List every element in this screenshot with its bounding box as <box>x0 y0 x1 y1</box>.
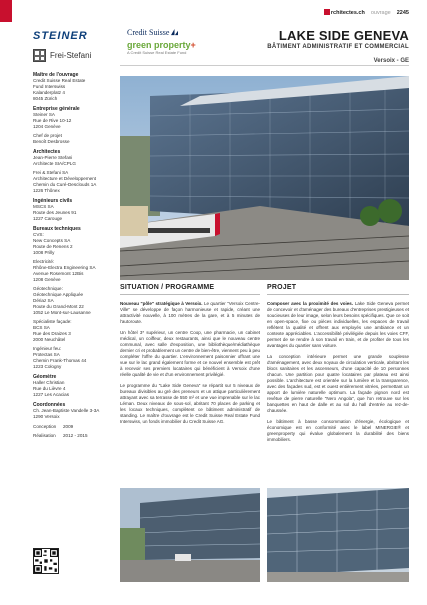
main-building-photo <box>120 76 409 280</box>
credit-heading: Coordonnées <box>33 402 66 408</box>
credit-line: New Concepts SA <box>33 238 71 243</box>
credit-line: Géotechnique: <box>33 286 63 291</box>
page-title: LAKE SIDE GENEVA <box>278 28 409 43</box>
credit-group <box>33 72 111 102</box>
project-dates <box>33 424 111 442</box>
credit-line: Route du Grand-Mont 22 <box>33 304 84 309</box>
situation-paragraph-1: Nouveau "pôle" stratégique à Versoix. Le quartier "Versoix Centre-Ville" se développe de façon harmonieuse et rapide, créant une attractivité nouvelle, à 100 mètres de la gare, et à 5 minutes de l'autoroute. <box>120 301 261 324</box>
page-subtitle: BÂTIMENT ADMINISTRATIF ET COMMERCIAL <box>267 44 409 50</box>
situation-section <box>120 285 260 430</box>
qr-code-icon[interactable] <box>33 548 59 574</box>
credit-line: MSCS SA <box>33 204 54 209</box>
credit-line: Benoît Desbrosse <box>33 139 70 144</box>
credit-suisse-logo: Credit Suisse <box>127 28 179 37</box>
credit-group <box>33 374 111 398</box>
top-bar <box>0 0 427 22</box>
credit-group <box>33 198 111 222</box>
green-property-logo: green property+ A Credit Suisse Real Estate Fund <box>127 40 196 55</box>
credit-line: Route de Renens 2 <box>33 244 73 249</box>
credit-line: 1226 Thônex <box>33 188 60 193</box>
green-property-subtitle: A Credit Suisse Real Estate Fund <box>127 50 187 55</box>
credit-heading: Géomètre <box>33 374 57 380</box>
date-label: Conception <box>33 424 57 429</box>
ouvrage-label: ouvrage <box>370 10 391 16</box>
red-corner-mark <box>0 0 12 22</box>
credit-suisse-sails-icon <box>170 29 179 36</box>
projet-paragraph-2: La conception intérieure permet une grande souplesse d'aménagement, avec deux noyaux de circulation verticale, abritant les blocs sanitaires et les ascenseurs, d'une capacité de 10 personnes chacun. Une partition pour quatre locataires par plateau est ainsi possible. L'architecture est orientée sur la lumière et la transparence, avec des façades sud, est et ouest entièrement vitrées, permettant un apport de lumière naturelle optimum. La façade pignon nord est revêtue de pierre naturelle "Nero Angola", que l'on retrouve sur les banquettes en haut de dalle et au sol du hall d'entrée au rez-de-chaussée. <box>267 354 409 413</box>
green-property-plus-icon: + <box>190 40 196 50</box>
ouvrage-number: 2245 <box>396 10 409 16</box>
date-value: 2012 - 2015 <box>63 433 88 438</box>
credit-line: Chemin Frank-Thomas 44 <box>33 358 87 363</box>
credit-line: Jean-Pierre Stefani <box>33 155 73 160</box>
projet-paragraph-3: Le bâtiment à basse consommation d'énergie, écologique et économique est en conformité avec le label MINERGIE® et greenproperty qui évalue globalement la durabilité des biens immobiliers. <box>267 419 409 442</box>
credit-line: Kalanderplatz 4 <box>33 90 65 95</box>
credit-line: Ingénieur feu: <box>33 346 62 351</box>
credit-line: Rue de Rive 10-12 <box>33 118 72 123</box>
credit-line: Rue du Lièvre 4 <box>33 386 66 391</box>
credit-line: 1052 Le Mont-sur-Lausanne <box>33 310 91 315</box>
credit-line: Avenue Rosemont 12Bis <box>33 271 84 276</box>
credit-heading: Entreprise générale <box>33 106 80 112</box>
credit-line: 8045 Zürich <box>33 96 58 101</box>
credits-sidebar <box>33 72 111 446</box>
credit-line: Architecture et Développement <box>33 176 97 181</box>
credit-heading: Architectes <box>33 149 61 155</box>
projet-section <box>267 285 409 448</box>
situation-paragraph-3: Le programme du "Lake Side Geneva" se répartit sur 5 niveaux de bureaux divisibles au gré des preneurs et un attique particulièrement attrayant avec sa terrasse de 550 m² et une vue imprenable sur le lac Léman. Deux niveaux de sous-sol, abritant 70 places de parking et les locaux techniques, complètent ce bâtiment administratif de standing. Le maître d'ouvrage est le Credit Suisse Real Estate Fund Interswiss, un fonds immobilier du Credit Suisse AG. <box>120 383 260 424</box>
credit-line: 1227 Carouge <box>33 216 63 221</box>
credit-line: Electricité: <box>33 259 55 264</box>
facade-detail-photo <box>267 488 409 582</box>
credit-line: Géotechnique Appliquée <box>33 292 84 297</box>
credit-line: 1290 Versoix <box>33 414 60 419</box>
credit-line: Protectas SA <box>33 352 60 357</box>
situation-title: SITUATION / PROGRAMME <box>120 285 260 295</box>
credit-line: Chemin du Curé-Desclouds 1A <box>33 182 97 187</box>
situation-paragraph-2: Un hôtel 3* supérieur, un centre Coop, une pharmacie, un cabinet médical, un coiffeur, deux restaurants, ainsi que le nouveau centre communal, avec salle d'exposition, une bibliothèque/médiathèque dernier cri et probablement un centre de bien-être, viennent peu à peu compléter l'offre du quartier. L'environnement paisonnier offrant une vue sur le lac grand également forme et ce nouvel ensemble est prêt à recevoir ses premiers locataires qui bénéficient à Versoix d'une réelle qualité de vie et d'un environnement privilégié. <box>120 330 260 377</box>
credit-line: Ch. Jean-Baptiste Vandelle 3-3A <box>33 408 100 413</box>
credit-line: Route des Jeunes 91 <box>33 210 77 215</box>
credit-line: Credit Suisse Real Estate <box>33 78 86 83</box>
credit-line: Fund Interswiss <box>33 84 66 89</box>
credit-line: 1223 Cologny <box>33 364 62 369</box>
date-label: Réalisation <box>33 433 56 438</box>
architectes-logo-icon <box>324 9 330 15</box>
credit-line: Steiner SA <box>33 112 55 117</box>
credit-heading: Ingénieurs civils <box>33 198 73 204</box>
document-header <box>267 28 409 64</box>
credit-group <box>33 149 111 194</box>
credit-group <box>33 402 111 420</box>
frei-stefani-mark-icon <box>33 49 46 62</box>
credit-line: Chef de projet <box>33 133 62 138</box>
credit-line: Rhône-Electra Engineering SA <box>33 265 96 270</box>
credit-line: Rue des Draizes 3 <box>33 331 71 336</box>
publication-brand: rchitectes.ch <box>324 9 365 16</box>
credit-line: Dériaz SA <box>33 298 54 303</box>
date-value: 2009 <box>63 424 74 429</box>
credit-line: Spécialiste façade: <box>33 319 72 324</box>
credit-line: 1008 Prilly <box>33 250 55 255</box>
credit-group <box>33 226 111 370</box>
publication-info <box>324 9 409 16</box>
credit-line: 1208 Genève <box>33 277 61 282</box>
steiner-logo: STEINER <box>33 30 88 42</box>
header-divider <box>120 65 409 66</box>
credit-line: 2000 Neuchâtel <box>33 337 66 342</box>
location: Versoix - GE <box>373 58 409 64</box>
credit-heading: Bureaux techniques <box>33 226 81 232</box>
credit-group <box>33 106 111 145</box>
credit-line: CVS: <box>33 232 44 237</box>
projet-title: PROJET <box>267 285 409 295</box>
credit-line: Haller Christian <box>33 380 65 385</box>
street-view-photo <box>120 488 260 582</box>
credit-line: 1204 Genève <box>33 124 61 129</box>
credit-line: Frei & Stefani SA <box>33 170 69 175</box>
credit-line: BCS SA <box>33 325 50 330</box>
frei-stefani-logo: Frei-Stefani <box>33 49 91 62</box>
credit-heading: Maître de l'ouvrage <box>33 72 79 78</box>
projet-paragraph-1: Composer avec la proximité des voies. Lake Side Geneva permet de concevoir et d'aménager des bureaux d'entreprises prestigieuses et soucieuses de leur image, selon leurs besoins spécifiques. Que ce soit en open-space, fixe ou pièces individuelles, les espaces de travail reflètent la qualité et offrent aux employés une ambiance et un contexte appréciables. L'accessibilité privilégiée depuis les voies CFF, permet de se rendre à son travail en train, et de profiter de tous les avantages du quartier sans voiture. <box>267 301 409 348</box>
credit-line: 1227 Les Acacias <box>33 392 70 397</box>
credit-line: Architecte SIA/CPLG <box>33 161 76 166</box>
